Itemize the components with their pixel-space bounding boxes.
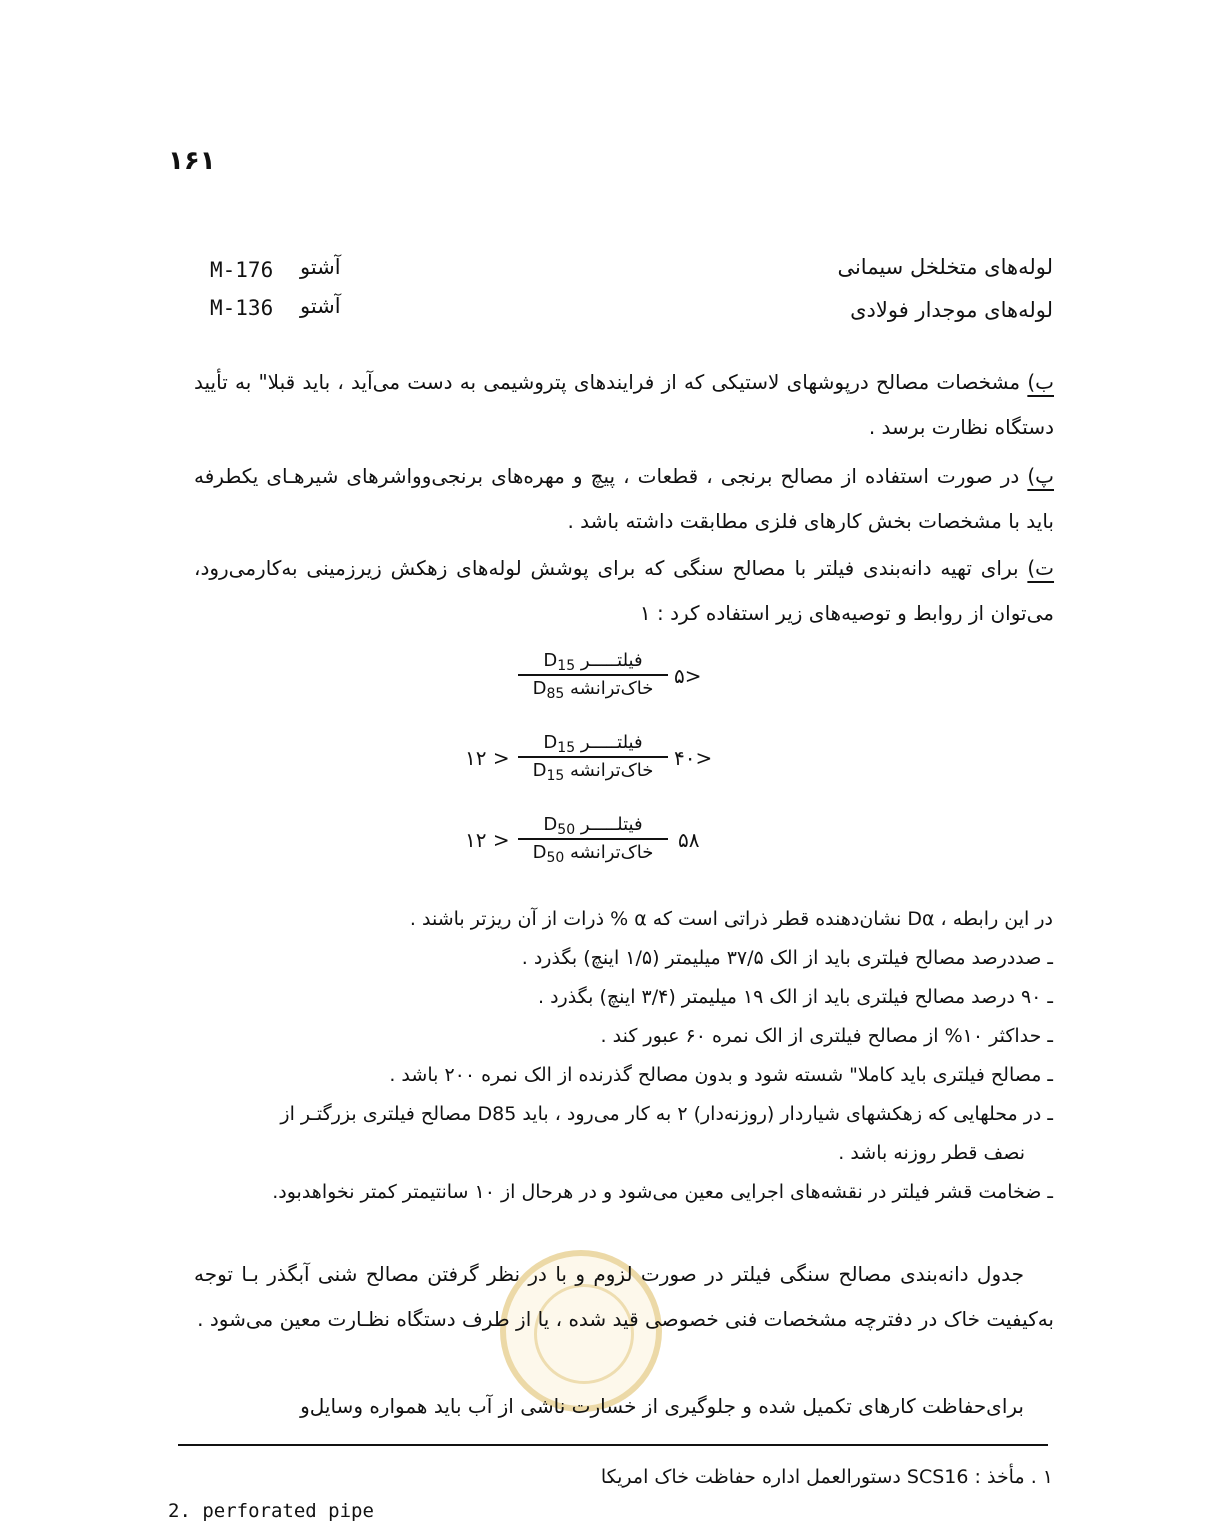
formula-2-den-text: خاک‌ترانشه: [570, 760, 654, 781]
note-item: ـ مصالح فیلتری باید کاملا" شسته شود و بدون مصالح گذرنده از الک نمره ۲۰۰ باشد .: [389, 1064, 1053, 1086]
footnote-1: ۱ . مأخذ : SCS16 دستورالعمل اداره حفاظت خاک امریکا: [600, 1466, 1053, 1488]
spec-standard-1: آشتو: [300, 255, 341, 279]
formula-3-den-d: D: [532, 842, 547, 863]
paragraph-p: [194, 454, 1054, 544]
formula-3-right-limit: ۵۸: [678, 828, 700, 852]
formula-3-num-text: فیتلـــــر: [580, 814, 643, 835]
formula-2: [465, 730, 730, 790]
protection-paragraph: برای‌حفاظت کارهای تکمیل شده و جلوگیری از خسارت ناشی از آب باید همواره وسایل‌و: [300, 1394, 1024, 1418]
formula-3-left-limit: ۱۲ >: [465, 828, 510, 852]
paragraph-b: [194, 360, 1054, 450]
page-number: ۱۶۱: [168, 146, 216, 176]
formula-1-right-limit: ۵>: [674, 664, 702, 688]
paragraph-b-marker: ب): [1027, 370, 1054, 394]
footnote-2: 2. perforated pipe: [168, 1500, 374, 1522]
paragraph-p-marker: پ): [1027, 464, 1054, 488]
formula-3: [465, 812, 730, 872]
spec-standard-2: آشتو: [300, 294, 341, 318]
note-item: ـ ضخامت قشر فیلتر در نقشه‌های اجرایی معین می‌شود و در هرحال از ۱۰ سانتیمتر کمتر نخواهدبود.: [272, 1181, 1053, 1203]
note-item-continuation: نصف قطر روزنه باشد .: [838, 1142, 1025, 1164]
formula-1-den-sub: 85: [546, 686, 565, 702]
note-definition: در این رابطه ، Dα نشان‌دهنده قطر ذراتی است که α % ذرات از آن ریزتر باشند .: [409, 908, 1053, 930]
paragraph-t-marker: ت): [1027, 556, 1055, 580]
formula-2-den-sub: 15: [546, 768, 565, 784]
note-item: ـ در محلهایی که زهکشهای شیاردار (روزنه‌دار) ۲ به کار می‌رود ، باید D85 مصالح فیلتری بزرگتـر از: [280, 1103, 1053, 1125]
note-item: ـ ۹۰ درصد مصالح فیلتری باید از الک ۱۹ میلیمتر (۳/۴ اینچ) بگذرد .: [537, 986, 1053, 1008]
formula-2-num-sub: 15: [557, 740, 576, 756]
formula-3-den-text: خاک‌ترانشه: [570, 842, 654, 863]
spec-label-2: لوله‌های موجدار فولادی: [850, 298, 1053, 322]
paragraph-t: [194, 546, 1054, 636]
formula-3-fraction: [518, 812, 668, 866]
footnote-divider: [178, 1444, 1048, 1446]
formula-1-den-d: D: [532, 678, 547, 699]
formula-2-num-d: D: [543, 732, 558, 753]
spec-label-1: لوله‌های متخلخل سیمانی: [837, 255, 1053, 279]
note-item: ـ صددرصد مصالح فیلتری باید از الک ۳۷/۵ میلیمتر (۱/۵ اینچ) بگذرد .: [521, 947, 1053, 969]
paragraph-t-text: برای تهیه دانه‌بندی فیلتر با مصالح سنگی که برای پوشش لوله‌های زهکش زیرزمینی به‌کار‌می‌رود، می‌توان از روابط و توصیه‌های زیر استفاده کرد : ۱: [194, 556, 1054, 625]
formula-1-num-text: فیلتـــــر: [580, 650, 643, 671]
formula-1-num-d: D: [543, 650, 558, 671]
table-paragraph: جدول دانه‌بندی مصالح سنگی فیلتر در صورت لزوم و با در نظر گرفتن مصالح شنی آبگذر بـا توجه به‌کیفیت خاک در دفترچه مشخصات فنی خصوصی قید شده ، یا از طرف دستگاه نظـارت معین می‌شود .: [194, 1262, 1054, 1331]
formula-3-num-sub: 50: [557, 822, 576, 838]
formula-1-fraction: [518, 648, 668, 702]
note-item: ـ حداکثر ۱۰% از مصالح فیلتری از الک نمره ۶۰ عبور کند .: [600, 1025, 1053, 1047]
formula-2-left-limit: ۱۲ >: [465, 746, 510, 770]
formula-2-fraction: [518, 730, 668, 784]
formula-1-den-text: خاک‌ترانشه: [570, 678, 654, 699]
formula-1-num-sub: 15: [557, 658, 576, 674]
spec-code-1: M-176: [210, 258, 274, 282]
paragraph-b-text: مشخصات مصالح درپوشهای لاستیکی که از فرایندهای پتروشیمی به دست می‌آید ، باید قبلا" به تأیید دستگاه نظارت برسد .: [194, 370, 1054, 439]
spec-code-2: M-136: [210, 296, 274, 320]
formula-2-num-text: فیلتـــــر: [580, 732, 643, 753]
formula-3-num-d: D: [543, 814, 558, 835]
paragraph-p-text: در صورت استفاده از مصالح برنجی ، قطعات ، پیچ و مهره‌های برنجی‌وواشرهای شیرهـای یکطرفه باید با مشخصات بخش کارهای فلزی مطابقت داشته باشد .: [194, 464, 1054, 533]
formula-3-den-sub: 50: [546, 850, 565, 866]
formula-2-right-limit: ۴۰>: [674, 746, 713, 770]
formula-2-den-d: D: [532, 760, 547, 781]
formula-1: [470, 648, 730, 708]
notes-list: [173, 900, 1053, 1212]
